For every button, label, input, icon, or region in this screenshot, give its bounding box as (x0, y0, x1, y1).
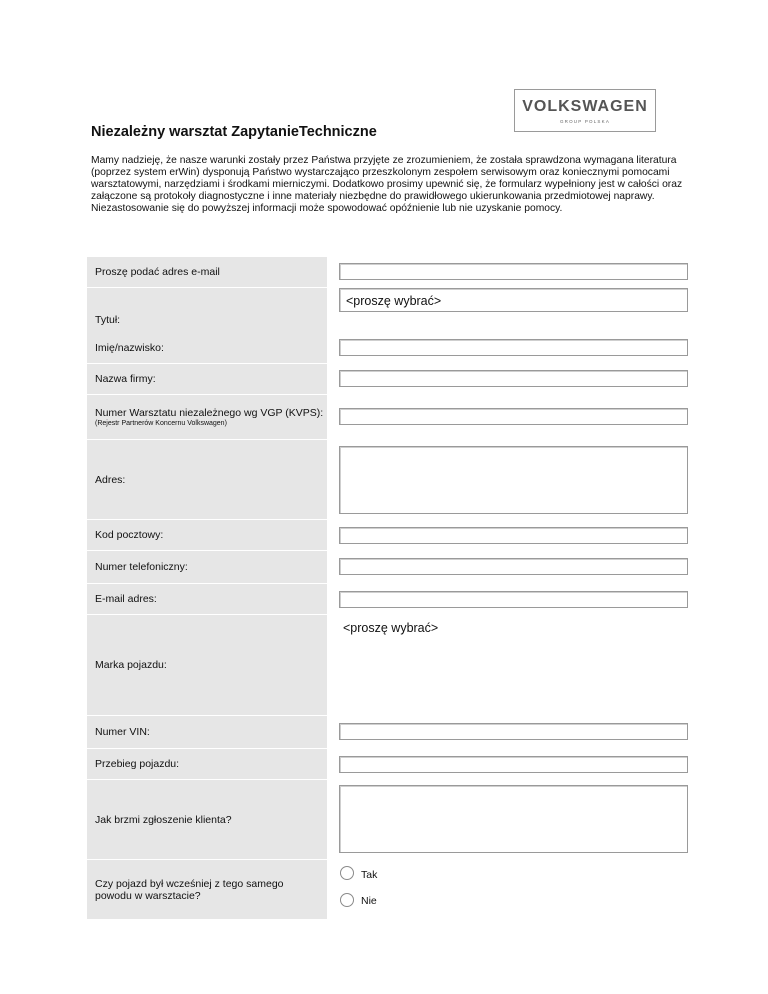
postal-code-label: Kod pocztowy: (87, 520, 327, 550)
mileage-label: Przebieg pojazdu: (87, 749, 327, 779)
email-label: Proszę podać adres e-mail (87, 257, 327, 287)
email-field[interactable] (339, 263, 688, 280)
yes-label: Tak (361, 869, 378, 881)
address-field[interactable] (339, 446, 688, 514)
complaint-field[interactable] (339, 785, 688, 853)
phone-label: Numer telefoniczny: (87, 551, 327, 583)
name-field[interactable] (339, 339, 688, 356)
kvps-label-text: Numer Warsztatu niezależnego wg VGP (KVPS): (95, 406, 324, 419)
vin-label: Numer VIN: (87, 716, 327, 748)
title-select[interactable]: <proszę wybrać> (339, 288, 688, 312)
vehicle-brand-select[interactable]: <proszę wybrać> (343, 621, 439, 635)
logo-brand: VOLKSWAGEN (522, 98, 648, 115)
mileage-field[interactable] (339, 756, 688, 773)
page-title: Niezależny warsztat ZapytanieTechniczne (91, 124, 377, 140)
title-label: Tytuł: (87, 288, 327, 338)
company-label: Nazwa firmy: (87, 364, 327, 394)
complaint-label: Jak brzmi zgłoszenie klienta? (87, 780, 327, 859)
vin-field[interactable] (339, 723, 688, 740)
company-field[interactable] (339, 370, 688, 387)
kvps-note: (Rejestr Partnerów Koncernu Volkswagen) (95, 419, 227, 427)
email2-label: E-mail adres: (87, 584, 327, 614)
previous-visit-label: Czy pojazd był wcześniej z tego samego powodu w warsztacie? (87, 860, 327, 919)
name-label: Imię/nazwisko: (87, 333, 327, 363)
no-label: Nie (361, 895, 377, 907)
phone-field[interactable] (339, 558, 688, 575)
yes-radio[interactable] (340, 866, 354, 880)
email2-field[interactable] (339, 591, 688, 608)
no-radio[interactable] (340, 893, 354, 907)
kvps-label (87, 395, 327, 439)
logo-subtitle: GROUP POLSKA (559, 119, 611, 124)
intro-paragraph: Mamy nadzieję, że nasze warunki zostały przez Państwa przyjęte ze zrozumieniem, że została sprawdzona wymagana literatura (poprzez system erWin) dysponują Państwo wystarczająco przeszkolonym zespołem serwisowym oraz koniecznymi pomocami warsztatowymi, narzędziami i środkami mierniczymi. Dodatkowo prosimy upewnić się, że formularz wypełniony jest w całości oraz załączone są protokoły diagnostyczne i inne materiały niezbędne do prawidłowego ukierunkowania przedmiotowej naprawy. Niezastosowanie się do powyższej informacji może spowodować opóźnienie lub nie uzyskanie pomocy. (91, 155, 683, 214)
kvps-field[interactable] (339, 408, 688, 425)
postal-code-field[interactable] (339, 527, 688, 544)
volkswagen-logo (514, 89, 656, 132)
address-label: Adres: (87, 440, 327, 519)
vehicle-brand-label: Marka pojazdu: (87, 615, 327, 715)
